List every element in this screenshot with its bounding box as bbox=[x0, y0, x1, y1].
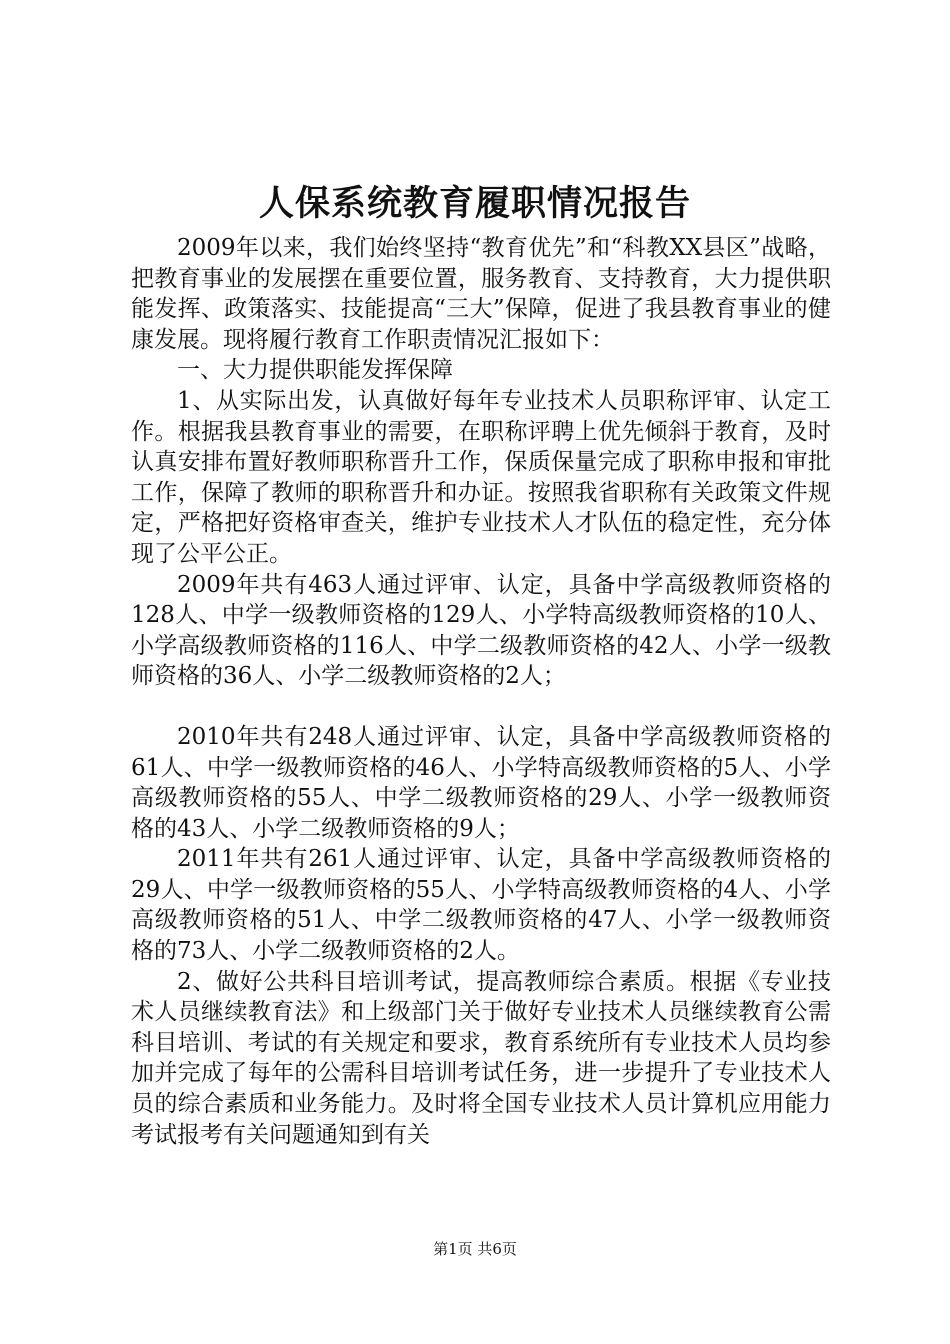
section-heading: 一、大力提供职能发挥保障 bbox=[177, 357, 453, 384]
document-body bbox=[131, 233, 831, 1150]
body-paragraph: 1、从实际出发，认真做好每年专业技术人员职称评审、认定工作。根据我县教育事业的需要，在职称评聘上优先倾斜于教育，及时认真安排布置好教师职称晋升工作，保质保量完成了职称申报和审批工作，保障了教师的职称晋升和办证。按照我省职称有关政策文件规定，严格把好资格审查关，维护专业技术人才队伍的稳定性，充分体现了公平公正。 bbox=[131, 387, 831, 567]
body-paragraph: 2011年共有261人通过评审、认定，具备中学高级教师资格的29人、中学一级教师资格的55人、小学特高级教师资格的4人、小学高级教师资格的51人、中学二级教师资格的47人、小学一级教师资格的73人、小学二级教师资格的2人。 bbox=[131, 846, 831, 965]
page-footer: 第1页 共6页 bbox=[433, 1240, 517, 1258]
page-title: 人保系统教育履职情况报告 bbox=[258, 183, 691, 224]
body-paragraph: 2、做好公共科目培训考试，提高教师综合素质。根据《专业技术人员继续教育法》和上级部门关于做好专业技术人员继续教育公需科目培训、考试的有关规定和要求，教育系统所有专业技术人员均参加并完成了每年的公需科目培训考试任务，进一步提升了专业技术人员的综合素质和业务能力。及时将全国专业技术人员计算机应用能力考试报考有关问题通知到有关 bbox=[131, 968, 831, 1148]
body-paragraph: 2009年共有463人通过评审、认定，具备中学高级教师资格的128人、中学一级教师资格的129人、小学特高级教师资格的10人、小学高级教师资格的116人、中学二级教师资格的42人、小学一级教师资格的36人、小学二级教师资格的2人； bbox=[131, 571, 831, 690]
body-paragraph: 2010年共有248人通过评审、认定，具备中学高级教师资格的61人、中学一级教师资格的46人、小学特高级教师资格的5人、小学高级教师资格的55人、中学二级教师资格的29人、小学一级教师资格的43人、小学二级教师资格的9人； bbox=[131, 723, 831, 842]
intro-paragraph: 2009年以来，我们始终坚持“教育优先”和“科教XX县区”战略，把教育事业的发展摆在重要位置，服务教育、支持教育，大力提供职能发挥、政策落实、技能提高“三大”保障，促进了我县教育事业的健康发展。现将履行教育工作职责情况汇报如下： bbox=[131, 235, 831, 353]
